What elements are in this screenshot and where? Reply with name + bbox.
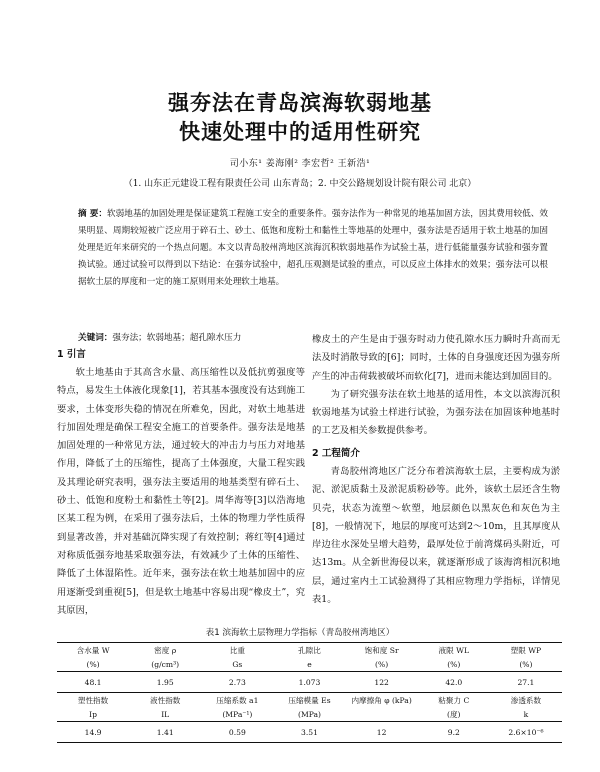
paper-title-line-1: 强夯法在青岛滨海软弱地基 [168, 91, 432, 115]
table-cell: 122 [346, 672, 418, 693]
paper-title-line-2: 快速处理中的适用性研究 [179, 120, 421, 144]
table-header-unit: (MPa⁻¹) [222, 709, 253, 719]
table-cell: 1.95 [129, 672, 201, 693]
section-2-heading: 2 工程简介 [312, 448, 360, 459]
table-cell: 12 [346, 722, 418, 743]
table-header-cell: 液限 WL [418, 643, 490, 658]
table-header-unit: (MPa) [297, 709, 321, 719]
table-header-unit: Gs [232, 659, 243, 669]
table-header-cell: 液性指数 [129, 693, 201, 708]
section-1-heading: 1 引言 [57, 349, 86, 360]
section-1-paragraph: 软土地基由于其高含水量、高压缩性以及低抗剪强度等特点，易发生土体液化现象[1]，若其基本强度没有达到施工要求，土体变形失稳的情况在所难免，因此，对软土地基进行加固处理是确保工程安全施工的首要条件。强夯法是地基加固处理的一种常见方法，通过较大的冲击力与压力对地基作用，降低了土的压缩性，提高了土体强度，大量工程实践及其理论研究表明，强夯法主要适用的地基类型有碎石土、砂土、低饱和度粉土和黏性土等[2]。周华海等[3]以浩海地区某工程为例，在采用了强夯法后，土体的物理力学性质得到显著改善，并对基础沉降实现了有效控制；蒋红等[4]通过对称质低强夯地基采取强夯法，有效减少了土体的压缩性、降低了土体湿陷性。近年来，强夯法在软土地基加固中的应用逐渐受到重视[5]，但是软土地基中容易出现“橡皮土”，究其原因， [57, 367, 305, 616]
table-header-row-1b [57, 657, 562, 672]
table-header-unit: (%) [519, 659, 533, 669]
table-header-cell: 内摩擦角 φ (kPa) [346, 693, 418, 708]
authors: 司小东¹ 姜海刚² 李宏哲² 王新浩¹ [229, 159, 371, 169]
table-header-row-1a [57, 643, 562, 658]
table-header-cell: 塑限 WP [490, 643, 562, 658]
right-column-bottom [312, 445, 560, 609]
left-column [57, 346, 305, 620]
table-header-cell: 饱和度 Sr [346, 643, 418, 658]
table-cell: 3.51 [273, 722, 345, 743]
table-cell: 1.073 [273, 672, 345, 693]
table-header-unit: e [307, 659, 312, 669]
right-column-top [312, 331, 560, 441]
table-header-unit: (%) [86, 659, 100, 669]
table-header-cell: 含水量 W [57, 643, 129, 658]
table-header-unit: (度) [447, 709, 461, 719]
table-header-row-2a [57, 693, 562, 708]
table-header-cell: 压缩模量 Es [273, 693, 345, 708]
table-cell: 1.41 [129, 722, 201, 743]
table-cell: 0.59 [201, 722, 273, 743]
table-header-cell: 孔隙比 [273, 643, 345, 658]
abstract [78, 206, 548, 291]
table-header-unit: (%) [447, 659, 461, 669]
section-1-continuation: 橡皮土的产生是由于强夯时动力使孔隙水压力瞬时升高而无法及时消散导致的[6]；同时，土体的自身强度还因为强夯所产生的冲击荷载被破坏而软化[7]，进而未能达到加固目的。 [312, 334, 560, 382]
table-header-unit: (%) [375, 659, 389, 669]
table-cell: 14.9 [57, 722, 129, 743]
table-cell: 27.1 [490, 672, 562, 693]
keywords-label: 关键词： [78, 333, 113, 343]
section-1-paragraph-2: 为了研究强夯法在软土地基的适用性，本文以滨海沉积软弱地基为试验土样进行试验，为强夯法在加固该种地基时的工艺及相关参数提供参考。 [312, 388, 560, 437]
table-value-row-1 [57, 672, 562, 693]
table-cell: 2.73 [201, 672, 273, 693]
table-cell: 2.6×10⁻⁶ [490, 722, 562, 743]
table-header-cell: 密度 ρ [129, 643, 201, 658]
abstract-label: 摘 要： [78, 209, 107, 219]
table-header-cell: 渗透系数 [490, 693, 562, 708]
table-header-row-2b [57, 707, 562, 722]
section-2-paragraph: 青岛胶州湾地区广泛分布着滨海软土层，主要构成为淤泥、淤泥质黏土及淤泥质粉砂等。此外，该软土层还含生物贝壳，状态为流塑～软塑，地层颜色以黑灰色和灰色为主[8]，一般情况下，地层的厚度可达到2～10m，且其厚度从岸边往水深处呈增大趋势，最厚处位于前湾煤码头附近，可达13m。从全新世海侵以来，就逐渐形成了该海湾相沉积地层，通过室内土工试验测得了其相应物理力学指标，详情见表1。 [312, 466, 560, 606]
soil-properties-table [57, 642, 562, 743]
table-header-unit [346, 707, 418, 722]
keywords-text: 强夯法；软弱地基；超孔隙水压力 [112, 333, 242, 343]
abstract-text: 软弱地基的加固处理是保证建筑工程施工安全的重要条件。强夯法作为一种常见的地基加固方法，因其费用较低、效果明显、周期较短被广泛应用于碎石土、砂土、低饱和度粉土和黏性土等地基的处理中，强夯法是否适用于软土地基的加固处理是近年来研究的一个热点问题。本文以青岛胶州湾地区滨海沉积软弱地基作为试验土基，进行低能量强夯试验和强夯置换试验。通过试验可以得到以下结论：在强夯试验中，超孔压观测是试验的重点，可以反应土体排水的效果；强夯法可以根据软土层的厚度和一定的施工原则用来处理软土地基。 [78, 209, 548, 287]
table-header-cell: 塑性指数 [57, 693, 129, 708]
affiliations: （1. 山东正元建设工程有限责任公司 山东青岛；2. 中交公路规划设计院有限公司 北京） [123, 179, 477, 189]
table-header-unit: Ip [89, 709, 97, 719]
table-header-cell: 粘聚力 C [418, 693, 490, 708]
table-cell: 9.2 [418, 722, 490, 743]
table-cell: 48.1 [57, 672, 129, 693]
table-value-row-2 [57, 722, 562, 743]
table-header-unit: IL [161, 709, 170, 719]
table-header-unit: k [523, 709, 529, 719]
table-header-unit: (g/cm³) [151, 659, 180, 669]
table-caption: 表1 滨海软土层物理力学指标（青岛胶州湾地区） [205, 628, 395, 638]
table-cell: 42.0 [418, 672, 490, 693]
table-header-cell: 压缩系数 a1 [201, 693, 273, 708]
table-header-cell: 比重 [201, 643, 273, 658]
